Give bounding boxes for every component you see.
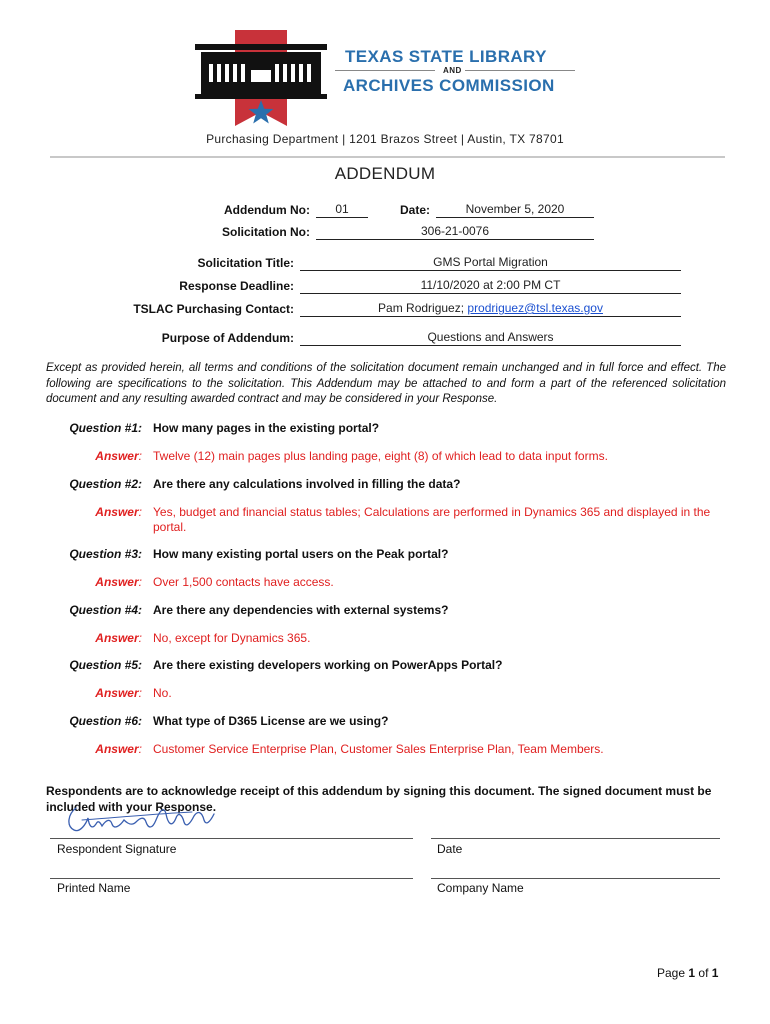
respondent-signature-line [50,838,413,839]
question-text: Are there any calculations involved in filling the data? [153,477,461,491]
answer-text: Yes, budget and financial status tables; Calculations are performed in Dynamics 365 and displayed in the portal. [153,505,711,534]
answer-label: Answer : [40,505,142,519]
answer-label: Answer : [40,686,142,700]
answer-text: Customer Service Enterprise Plan, Customer Sales Enterprise Plan, Team Members. [153,742,604,756]
org-name-and: AND [443,66,462,75]
contact-label: TSLAC Purchasing Contact: [133,302,294,316]
date-value: November 5, 2020 [436,202,594,218]
contact-value [300,301,681,317]
intro-paragraph: Except as provided herein, all terms and conditions of the solicitation document remain unchanged and in full force and effect. The following are specifications to the solicitation. This Addendum may be attached to and form a part of the referenced solicitation document and any resulting awarded contract and may be considered in your Response. [46,362,726,405]
page-title: ADDENDUM [334,164,436,183]
company-name-line [431,878,720,879]
solicitation-title-label: Solicitation Title: [197,256,294,270]
answer-text: No, except for Dynamics 365. [153,631,311,645]
of-word: of [698,966,709,980]
company-name-label: Company Name [437,881,524,895]
page-current: 1 [688,966,696,980]
answer-text: Over 1,500 contacts have access. [153,575,334,589]
answer-label: Answer : [40,742,142,756]
date-label: Date: [399,203,430,217]
respondent-signature-label: Respondent Signature [57,842,177,856]
page-total: 1 [711,966,719,980]
org-name-line1: TEXAS STATE LIBRARY [345,47,547,66]
date-signature-label: Date [437,842,463,856]
org-name-line2: ARCHIVES COMMISSION [343,76,555,95]
response-deadline-label: Response Deadline: [179,279,294,293]
answer-label: Answer : [40,449,142,463]
solicitation-title-value: GMS Portal Migration [300,255,681,271]
addendum-no-label: Addendum No: [224,203,310,217]
addendum-no-value: 01 [316,202,368,218]
question-label: Question #4: [69,603,142,617]
question-text: How many existing portal users on the Peak portal? [153,547,449,561]
question-label: Question #5: [69,658,142,672]
answer-text: Twelve (12) main pages plus landing page, eight (8) of which lead to data input forms. [153,449,608,463]
printed-name-label: Printed Name [57,881,131,895]
date-line [431,838,720,839]
question-text: Are there existing developers working on PowerApps Portal? [153,658,503,672]
header-divider [50,156,725,158]
solicitation-no-value: 306-21-0076 [316,224,594,240]
logo-divider-right [465,70,575,71]
answer-label: Answer : [40,575,142,589]
answer-text: No. [153,686,172,700]
purpose-label: Purpose of Addendum: [161,331,294,345]
solicitation-no-label: Solicitation No: [222,225,310,239]
contact-email-link[interactable]: prodriguez@tsl.texas.gov [467,301,603,315]
answer-label: Answer : [40,631,142,645]
question-text: What type of D365 License are we using? [153,714,389,728]
purpose-value: Questions and Answers [300,330,681,346]
page-number [657,966,718,980]
printed-name-line [50,878,413,879]
logo-divider-left [335,70,435,71]
question-text: How many pages in the existing portal? [153,421,380,435]
question-label: Question #1: [69,421,142,435]
question-label: Question #6: [69,714,142,728]
question-text: Are there any dependencies with external systems? [153,603,449,617]
handwritten-signature [62,800,222,840]
response-deadline-value: 11/10/2020 at 2:00 PM CT [300,278,681,294]
acknowledgement: Respondents are to acknowledge receipt of this addendum by signing this document. The signed document must be included with your Response. [46,784,712,814]
question-label: Question #3: [69,547,142,561]
address: Purchasing Department | 1201 Brazos Street | Austin, TX 78701 [206,132,564,146]
contact-name: Pam Rodriguez; [378,301,468,315]
tslac-logo [195,28,335,130]
question-label: Question #2: [69,477,142,491]
page-word: Page [657,966,686,980]
